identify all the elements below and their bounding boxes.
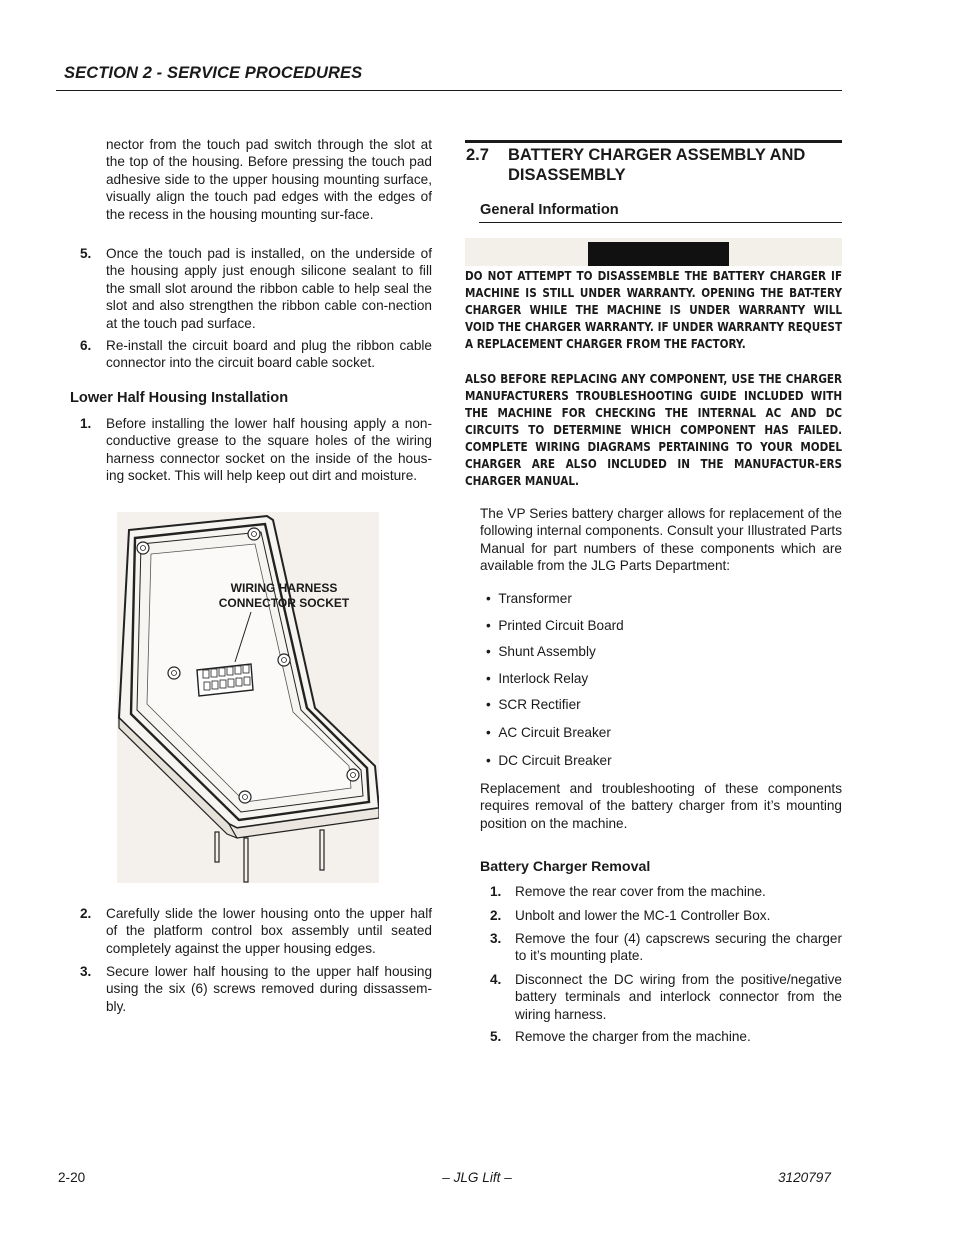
list-item <box>490 971 842 1025</box>
step-number: 3. <box>490 931 502 946</box>
components-intro: The VP Series battery charger allows for replacement of the following internal components. Consult your Illustrated Parts Manual for part numbers of these components which are available from the JLG Parts Department: <box>480 506 842 574</box>
step-text: Re-install the circuit board and plug the ribbon cable connector into the circuit board cable socket. <box>106 338 432 371</box>
list-item <box>80 415 432 487</box>
step-number: 5. <box>490 1029 502 1044</box>
component-name: Printed Circuit Board <box>498 618 624 633</box>
list-item <box>490 930 842 966</box>
step-number: 3. <box>80 964 92 979</box>
list-item <box>490 1028 842 1046</box>
document-number: 3120797 <box>778 1170 831 1185</box>
warning-paragraph-1 <box>465 268 842 353</box>
intro-paragraph: nector from the touch pad switch through the slot at the top of the housing. Before pressing the touch pad adhesive side to the upper housing mounting surface, visually align the touch pad edges with the edges of the recess in the housing mounting sur-face. <box>106 137 432 222</box>
general-info-rule <box>479 222 842 223</box>
lower-half-heading: Lower Half Housing Installation <box>70 390 289 406</box>
list-item <box>490 907 842 925</box>
connector-socket <box>197 664 253 696</box>
warning-text-1: DO NOT ATTEMPT TO DISASSEMBLE THE BATTERY CHARGER IF MACHINE IS STILL UNDER WARRANTY. OPENING THE BAT-TERY CHARGER WHILE THE MACHINE IS UNDER WARRANTY WILL VOID THE CHARGER WARRANTY. IF UNDER WARRANTY REQUEST A REPLACEMENT CHARGER FROM THE FACTORY. <box>465 269 843 351</box>
list-item: • Interlock Relay <box>486 671 589 686</box>
step-text: Unbolt and lower the MC-1 Controller Box. <box>515 908 771 923</box>
step-text: Disconnect the DC wiring from the positive/negative battery terminals and interlock connector from the wiring harness. <box>515 972 842 1022</box>
list-item: • AC Circuit Breaker <box>486 725 611 740</box>
step-number: 5. <box>80 246 92 261</box>
figure-label-line1: WIRING HARNESS <box>230 581 338 595</box>
step-text: Before installing the lower half housing apply a non-conductive grease to the square holes of the wiring harness connector socket on the inside of the hous-ing socket. This will help keep out dirt and moisture. <box>106 416 432 484</box>
lower-housing-illustration <box>117 512 379 883</box>
step-text: Remove the four (4) capscrews securing the charger to it’s mounting plate. <box>515 931 842 964</box>
list-item: • Shunt Assembly <box>486 644 596 659</box>
step-text: Remove the charger from the machine. <box>515 1029 751 1044</box>
warning-paragraph-2 <box>465 371 842 490</box>
step-text: Once the touch pad is installed, on the underside of the housing apply just enough silicone sealant to fill the small slot around the ribbon cable to help seal the slot and also strengthen the ribbon cable con-nection at the touch pad surface. <box>106 246 432 331</box>
list-item: • SCR Rectifier <box>486 697 581 712</box>
replacement-paragraph: Replacement and troubleshooting of these components requires removal of the battery charger from it’s mounting position on the machine. <box>480 781 842 831</box>
list-item: • DC Circuit Breaker <box>486 753 612 768</box>
list-item <box>80 245 432 335</box>
section-heading <box>466 145 843 187</box>
step-number: 1. <box>490 884 502 899</box>
step-text: Remove the rear cover from the machine. <box>515 884 766 899</box>
step-number: 4. <box>490 972 502 987</box>
list-item <box>80 963 432 1017</box>
component-name: AC Circuit Breaker <box>498 725 611 740</box>
list-item: • Printed Circuit Board <box>486 618 624 633</box>
page-number: 2-20 <box>58 1170 86 1185</box>
warning-text-2: ALSO BEFORE REPLACING ANY COMPONENT, USE THE CHARGER MANUFACTURERS TROUBLESHOOTING GUIDE INCLUDED WITH THE MACHINE FOR CHECKING THE INTERNAL AC AND DC CIRCUITS TO DETERMINE WHICH COMPONENT HAS FAILED. COMPLETE WIRING DIAGRAMS PERTAINING TO YOUR MODEL CHARGER ARE ALSO INCLUDED IN THE MANUFACTUR-ERS CHARGER MANUAL. <box>465 372 843 488</box>
list-item <box>490 883 842 901</box>
section-heading-text: BATTERY CHARGER ASSEMBLY AND DISASSEMBLY <box>508 146 806 184</box>
removal-heading: Battery Charger Removal <box>480 859 651 875</box>
step-text: Secure lower half housing to the upper half housing using the six (6) screws removed during dissassem-bly. <box>106 964 432 1014</box>
step-number: 2. <box>490 908 502 923</box>
header-divider <box>56 90 842 91</box>
step-number: 1. <box>80 416 92 431</box>
figure-label-line2: CONNECTOR SOCKET <box>218 596 350 610</box>
step-text: Carefully slide the lower housing onto the upper half of the platform control box assembly until seated completely against the upper housing edges. <box>106 906 432 956</box>
section-heading-rule <box>465 140 842 143</box>
caution-label-box <box>588 242 729 266</box>
footer-center-text: – JLG Lift – <box>442 1170 512 1185</box>
general-info-heading: General Information <box>480 202 619 218</box>
step-number: 2. <box>80 906 92 921</box>
step-number: 6. <box>80 338 92 353</box>
section-title: SECTION 2 - SERVICE PROCEDURES <box>64 64 363 82</box>
list-item: • Transformer <box>486 591 572 606</box>
housing-figure <box>117 512 379 883</box>
component-name: Shunt Assembly <box>498 644 596 659</box>
list-item <box>80 337 432 373</box>
list-item <box>80 905 432 959</box>
component-name: DC Circuit Breaker <box>498 753 612 768</box>
component-name: Transformer <box>498 591 572 606</box>
section-number: 2.7 <box>466 146 489 164</box>
component-name: SCR Rectifier <box>498 697 581 712</box>
component-name: Interlock Relay <box>498 671 589 686</box>
